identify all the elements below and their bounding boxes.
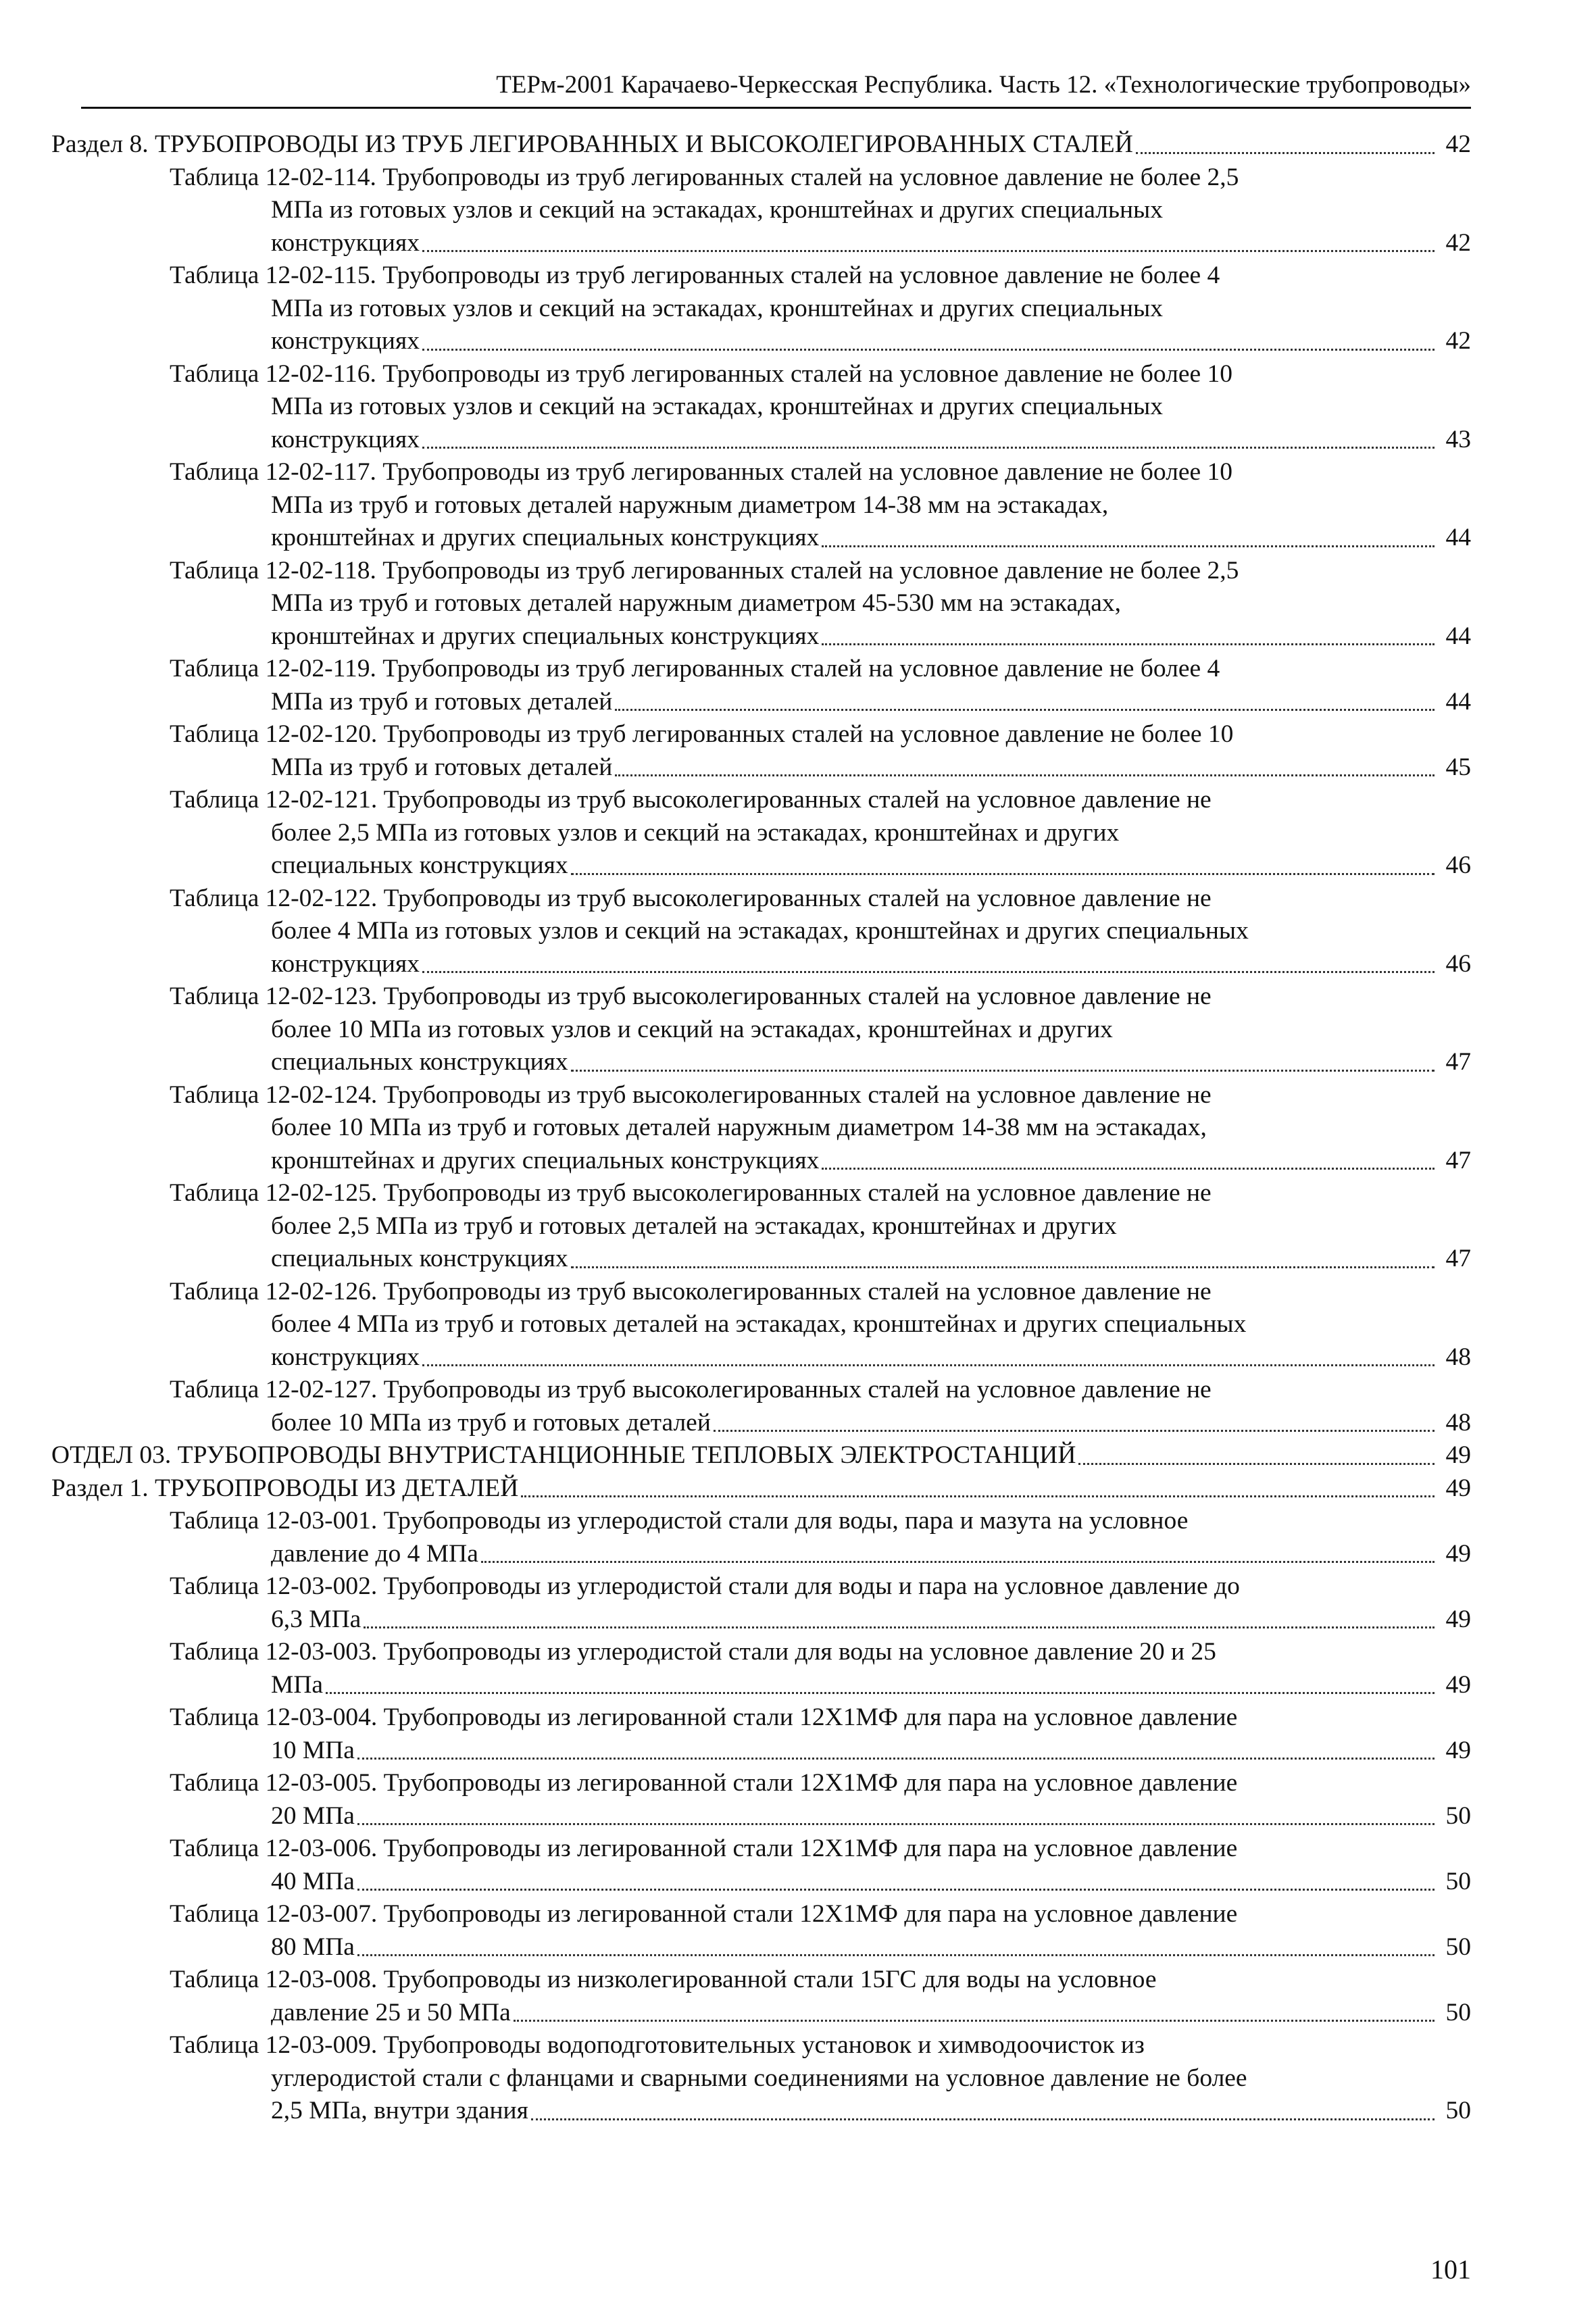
toc-page-number: 43 — [1445, 425, 1471, 453]
toc-entry-last-line — [170, 1997, 1471, 2030]
toc-entry-line: Таблица 12-02-123. Трубопроводы из труб высоколегированных сталей на условное давление не — [170, 982, 1212, 1010]
page-number: 101 — [1430, 2254, 1471, 2285]
header-rule — [81, 107, 1471, 109]
toc-entry-title: специальных конструкциях — [271, 851, 568, 879]
toc-entry-last-line — [170, 2095, 1471, 2128]
toc-entry-table[interactable] — [51, 784, 1471, 882]
toc-entry-last-line — [170, 1341, 1471, 1374]
dot-leader — [422, 250, 1435, 252]
toc-entry-last-line — [170, 948, 1471, 981]
table-of-contents — [51, 128, 1471, 2128]
toc-entry-last-line — [170, 1538, 1471, 1571]
dot-leader — [422, 447, 1435, 449]
toc-page-number: 48 — [1445, 1408, 1471, 1437]
dot-leader — [571, 1070, 1435, 1072]
toc-entry-title: конструкциях — [271, 949, 420, 978]
dot-leader — [422, 1364, 1435, 1366]
dot-leader — [822, 643, 1435, 645]
toc-entry-table[interactable] — [51, 1701, 1471, 1767]
toc-entry-section[interactable] — [51, 128, 1471, 161]
toc-entry-table[interactable] — [51, 882, 1471, 981]
toc-entry-table[interactable] — [51, 1833, 1471, 1898]
dot-leader — [357, 1823, 1435, 1825]
toc-entry-line: Таблица 12-03-008. Трубопроводы из низколегированной стали 15ГС для воды на условное — [170, 1966, 1157, 1993]
toc-entry-title: МПа из труб и готовых деталей — [271, 687, 613, 716]
toc-entry-line: углеродистой стали с фланцами и сварными соединениями на условное давление не более — [271, 2064, 1247, 2092]
toc-page-number: 48 — [1445, 1343, 1471, 1371]
dot-leader — [615, 774, 1435, 776]
toc-entry-table[interactable] — [51, 1767, 1471, 1833]
toc-entry-line: более 4 МПа из готовых узлов и секций на эстакадах, кронштейнах и других специальных — [271, 917, 1249, 945]
toc-entry-line: Таблица 12-03-002. Трубопроводы из углеродистой стали для воды и пара на условное давление до — [170, 1572, 1240, 1600]
toc-entry-title: 10 МПа — [271, 1736, 355, 1764]
toc-entry-table[interactable] — [51, 1276, 1471, 1374]
toc-entry-table[interactable] — [51, 1964, 1471, 2029]
dot-leader — [364, 1626, 1435, 1628]
toc-page-number: 49 — [1445, 1605, 1471, 1633]
toc-entry-title: давление до 4 МПа — [271, 1539, 478, 1568]
toc-entry-line: МПа из готовых узлов и секций на эстакадах, кронштейнах и других специальных — [271, 196, 1164, 224]
toc-entry-table[interactable] — [51, 1570, 1471, 1636]
dot-leader — [422, 349, 1435, 351]
toc-entry-last-line — [170, 1931, 1471, 1964]
dot-leader — [714, 1430, 1435, 1432]
toc-page-number: 42 — [1445, 327, 1471, 355]
toc-page-number: 49 — [1445, 1474, 1471, 1502]
dot-leader — [422, 971, 1435, 973]
toc-entry-line: МПа из готовых узлов и секций на эстакадах, кронштейнах и других специальных — [271, 393, 1164, 420]
toc-entry-line: Таблица 12-02-124. Трубопроводы из труб высоколегированных сталей на условное давление не — [170, 1080, 1212, 1109]
toc-entry-last-line — [170, 686, 1471, 719]
toc-entry-line: Таблица 12-02-122. Трубопроводы из труб высоколегированных сталей на условное давление не — [170, 884, 1212, 912]
toc-page-number: 50 — [1445, 2097, 1471, 2124]
toc-entry-title: специальных конструкциях — [271, 1245, 568, 1272]
toc-entry-title: Раздел 1. ТРУБОПРОВОДЫ ИЗ ДЕТАЛЕЙ — [51, 1474, 519, 1502]
toc-entry-title: 80 МПа — [271, 1933, 355, 1961]
toc-entry-table[interactable] — [51, 1636, 1471, 1701]
toc-entry-title: 20 МПа — [271, 1801, 355, 1830]
dot-leader — [357, 1954, 1435, 1956]
toc-entry-title: давление 25 и 50 МПа — [271, 1998, 511, 2026]
toc-entry-table[interactable] — [51, 456, 1471, 555]
toc-entry-line: более 4 МПа из труб и готовых деталей на эстакадах, кронштейнах и других специальных — [271, 1310, 1247, 1338]
toc-page-number: 47 — [1445, 1048, 1471, 1076]
toc-entry-title: кронштейнах и других специальных конструкциях — [271, 524, 820, 551]
toc-entry-title: 40 МПа — [271, 1867, 355, 1895]
toc-entry-line: Таблица 12-03-003. Трубопроводы из углеродистой стали для воды на условное давление 20 и 25 — [170, 1638, 1216, 1666]
dot-leader — [1136, 152, 1435, 154]
toc-entry-last-line — [170, 1243, 1471, 1276]
toc-entry-title: конструкциях — [271, 228, 420, 257]
toc-page-number: 50 — [1445, 1801, 1471, 1830]
toc-entry-last-line — [170, 1145, 1471, 1178]
toc-entry-title: Раздел 8. ТРУБОПРОВОДЫ ИЗ ТРУБ ЛЕГИРОВАННЫХ И ВЫСОКОЛЕГИРОВАННЫХ СТАЛЕЙ — [51, 130, 1133, 158]
dot-leader — [521, 1495, 1435, 1497]
dot-leader — [481, 1561, 1435, 1563]
toc-page-number: 45 — [1445, 753, 1471, 781]
toc-entry-table[interactable] — [51, 259, 1471, 358]
toc-entry-last-line — [170, 751, 1471, 785]
toc-page-number: 46 — [1445, 851, 1471, 879]
toc-entry-title: конструкциях — [271, 327, 420, 355]
toc-entry-line: МПа из труб и готовых деталей наружным диаметром 14-38 мм на эстакадах, — [271, 491, 1109, 519]
toc-entry-table[interactable] — [51, 653, 1471, 718]
dot-leader — [571, 873, 1435, 875]
toc-entry-line: Таблица 12-03-001. Трубопроводы из углеродистой стали для воды, пара и мазута на условное — [170, 1507, 1189, 1535]
toc-entry-title: более 10 МПа из труб и готовых деталей — [271, 1408, 711, 1437]
dot-leader — [822, 545, 1435, 547]
toc-entry-title: МПа из труб и готовых деталей — [271, 753, 613, 781]
dot-leader — [357, 1758, 1435, 1760]
toc-entry-table[interactable] — [51, 1177, 1471, 1276]
toc-entry-last-line — [170, 1866, 1471, 1899]
toc-entry-table[interactable] — [51, 1079, 1471, 1178]
toc-entry-line: Таблица 12-02-127. Трубопроводы из труб высоколегированных сталей на условное давление не — [170, 1376, 1212, 1403]
toc-entry-title: МПа — [271, 1670, 324, 1699]
toc-entry-title: 6,3 МПа — [271, 1605, 361, 1633]
toc-entry-title: кронштейнах и других специальных конструкциях — [271, 622, 820, 650]
toc-entry-last-line — [170, 1407, 1471, 1440]
toc-page-number: 50 — [1445, 1867, 1471, 1895]
toc-entry-title: ОТДЕЛ 03. ТРУБОПРОВОДЫ ВНУТРИСТАНЦИОННЫЕ ТЕПЛОВЫХ ЭЛЕКТРОСТАНЦИЙ — [51, 1441, 1076, 1469]
toc-entry-last-line — [170, 522, 1471, 555]
toc-entry-last-line — [170, 620, 1471, 653]
toc-entry-line: Таблица 12-02-125. Трубопроводы из труб высоколегированных сталей на условное давление не — [170, 1179, 1212, 1207]
dot-leader — [531, 2118, 1435, 2120]
toc-entry-table[interactable] — [51, 718, 1471, 784]
toc-entry-division[interactable] — [51, 1439, 1471, 1472]
toc-page-number: 44 — [1445, 524, 1471, 551]
toc-page-number: 42 — [1445, 228, 1471, 257]
toc-entry-table[interactable] — [51, 980, 1471, 1079]
toc-entry-line: более 10 МПа из готовых узлов и секций на эстакадах, кронштейнах и других — [271, 1015, 1113, 1043]
toc-entry-last-line — [51, 1439, 1471, 1472]
toc-entry-last-line — [170, 1603, 1471, 1637]
toc-entry-title: конструкциях — [271, 1343, 420, 1371]
toc-entry-title: кронштейнах и других специальных конструкциях — [271, 1146, 820, 1174]
toc-entry-line: Таблица 12-02-120. Трубопроводы из труб легированных сталей на условное давление не более 10 — [170, 720, 1234, 748]
toc-entry-table[interactable] — [51, 555, 1471, 653]
toc-page-number: 46 — [1445, 949, 1471, 978]
dot-leader — [357, 1889, 1435, 1891]
toc-entry-line: Таблица 12-03-007. Трубопроводы из легированной стали 12Х1МФ для пара на условное давление — [170, 1900, 1238, 1928]
toc-entry-last-line — [51, 128, 1471, 161]
dot-leader — [326, 1692, 1435, 1694]
toc-entry-last-line — [170, 325, 1471, 358]
toc-entry-line: Таблица 12-02-114. Трубопроводы из труб легированных сталей на условное давление не более 2,5 — [170, 163, 1239, 191]
toc-entry-line: Таблица 12-02-119. Трубопроводы из труб легированных сталей на условное давление не более 4 — [170, 655, 1220, 682]
toc-entry-title: специальных конструкциях — [271, 1048, 568, 1076]
toc-page-number: 49 — [1445, 1736, 1471, 1764]
toc-entry-line: Таблица 12-02-117. Трубопроводы из труб легированных сталей на условное давление не более 10 — [170, 458, 1233, 486]
toc-entry-line: более 2,5 МПа из готовых узлов и секций на эстакадах, кронштейнах и других — [271, 818, 1120, 847]
toc-entry-table[interactable] — [51, 161, 1471, 260]
toc-entry-line: более 2,5 МПа из труб и готовых деталей на эстакадах, кронштейнах и других — [271, 1212, 1117, 1240]
toc-page-number: 49 — [1445, 1670, 1471, 1699]
toc-entry-line: Таблица 12-02-118. Трубопроводы из труб легированных сталей на условное давление не более 2,5 — [170, 556, 1239, 584]
running-header: ТЕРм-2001 Карачаево-Черкесская Республика. Часть 12. «Технологические трубопроводы» — [496, 71, 1471, 99]
toc-entry-line: более 10 МПа из труб и готовых деталей наружным диаметром 14-38 мм на эстакадах, — [271, 1114, 1207, 1141]
toc-entry-line: Таблица 12-03-004. Трубопроводы из легированной стали 12Х1МФ для пара на условное давление — [170, 1703, 1238, 1731]
toc-entry-title: 2,5 МПа, внутри здания — [271, 2097, 528, 2124]
dot-leader — [571, 1266, 1435, 1268]
toc-entry-last-line — [170, 424, 1471, 457]
toc-page-number: 44 — [1445, 687, 1471, 716]
toc-page-number: 49 — [1445, 1539, 1471, 1568]
toc-entry-last-line — [170, 227, 1471, 260]
toc-page-number: 44 — [1445, 622, 1471, 650]
toc-page-number: 50 — [1445, 1998, 1471, 2026]
toc-entry-table[interactable] — [51, 2029, 1471, 2128]
toc-entry-last-line — [170, 1735, 1471, 1768]
toc-entry-last-line — [51, 1472, 1471, 1505]
toc-entry-table[interactable] — [51, 1505, 1471, 1570]
toc-page-number: 50 — [1445, 1933, 1471, 1961]
toc-entry-last-line — [170, 1800, 1471, 1833]
toc-page-number: 49 — [1445, 1441, 1471, 1469]
toc-entry-line: Таблица 12-02-126. Трубопроводы из труб высоколегированных сталей на условное давление не — [170, 1277, 1212, 1305]
dot-leader — [1078, 1463, 1435, 1465]
toc-entry-title: конструкциях — [271, 425, 420, 453]
toc-entry-table[interactable] — [51, 1374, 1471, 1439]
dot-leader — [615, 709, 1435, 711]
toc-entry-last-line — [170, 849, 1471, 882]
toc-entry-line: Таблица 12-02-116. Трубопроводы из труб легированных сталей на условное давление не более 10 — [170, 359, 1233, 388]
toc-entry-table[interactable] — [51, 358, 1471, 457]
toc-entry-line: МПа из готовых узлов и секций на эстакадах, кронштейнах и других специальных — [271, 294, 1164, 322]
toc-entry-last-line — [170, 1669, 1471, 1702]
toc-page-number: 47 — [1445, 1146, 1471, 1174]
toc-entry-line: Таблица 12-03-009. Трубопроводы водоподготовительных установок и химводоочисток из — [170, 2031, 1145, 2059]
toc-entry-line: Таблица 12-03-006. Трубопроводы из легированной стали 12Х1МФ для пара на условное давление — [170, 1835, 1238, 1862]
dot-leader — [822, 1168, 1435, 1170]
toc-entry-last-line — [170, 1046, 1471, 1079]
toc-page-number: 47 — [1445, 1245, 1471, 1272]
toc-entry-line: Таблица 12-03-005. Трубопроводы из легированной стали 12Х1МФ для пара на условное давление — [170, 1769, 1238, 1797]
toc-entry-line: Таблица 12-02-121. Трубопроводы из труб высоколегированных сталей на условное давление не — [170, 786, 1212, 814]
toc-entry-line: Таблица 12-02-115. Трубопроводы из труб легированных сталей на условное давление не более 4 — [170, 262, 1220, 289]
toc-entry-section[interactable] — [51, 1472, 1471, 1505]
toc-entry-table[interactable] — [51, 1898, 1471, 1964]
toc-entry-line: МПа из труб и готовых деталей наружным диаметром 45-530 мм на эстакадах, — [271, 589, 1121, 617]
toc-page-number: 42 — [1445, 130, 1471, 158]
dot-leader — [514, 2020, 1435, 2022]
